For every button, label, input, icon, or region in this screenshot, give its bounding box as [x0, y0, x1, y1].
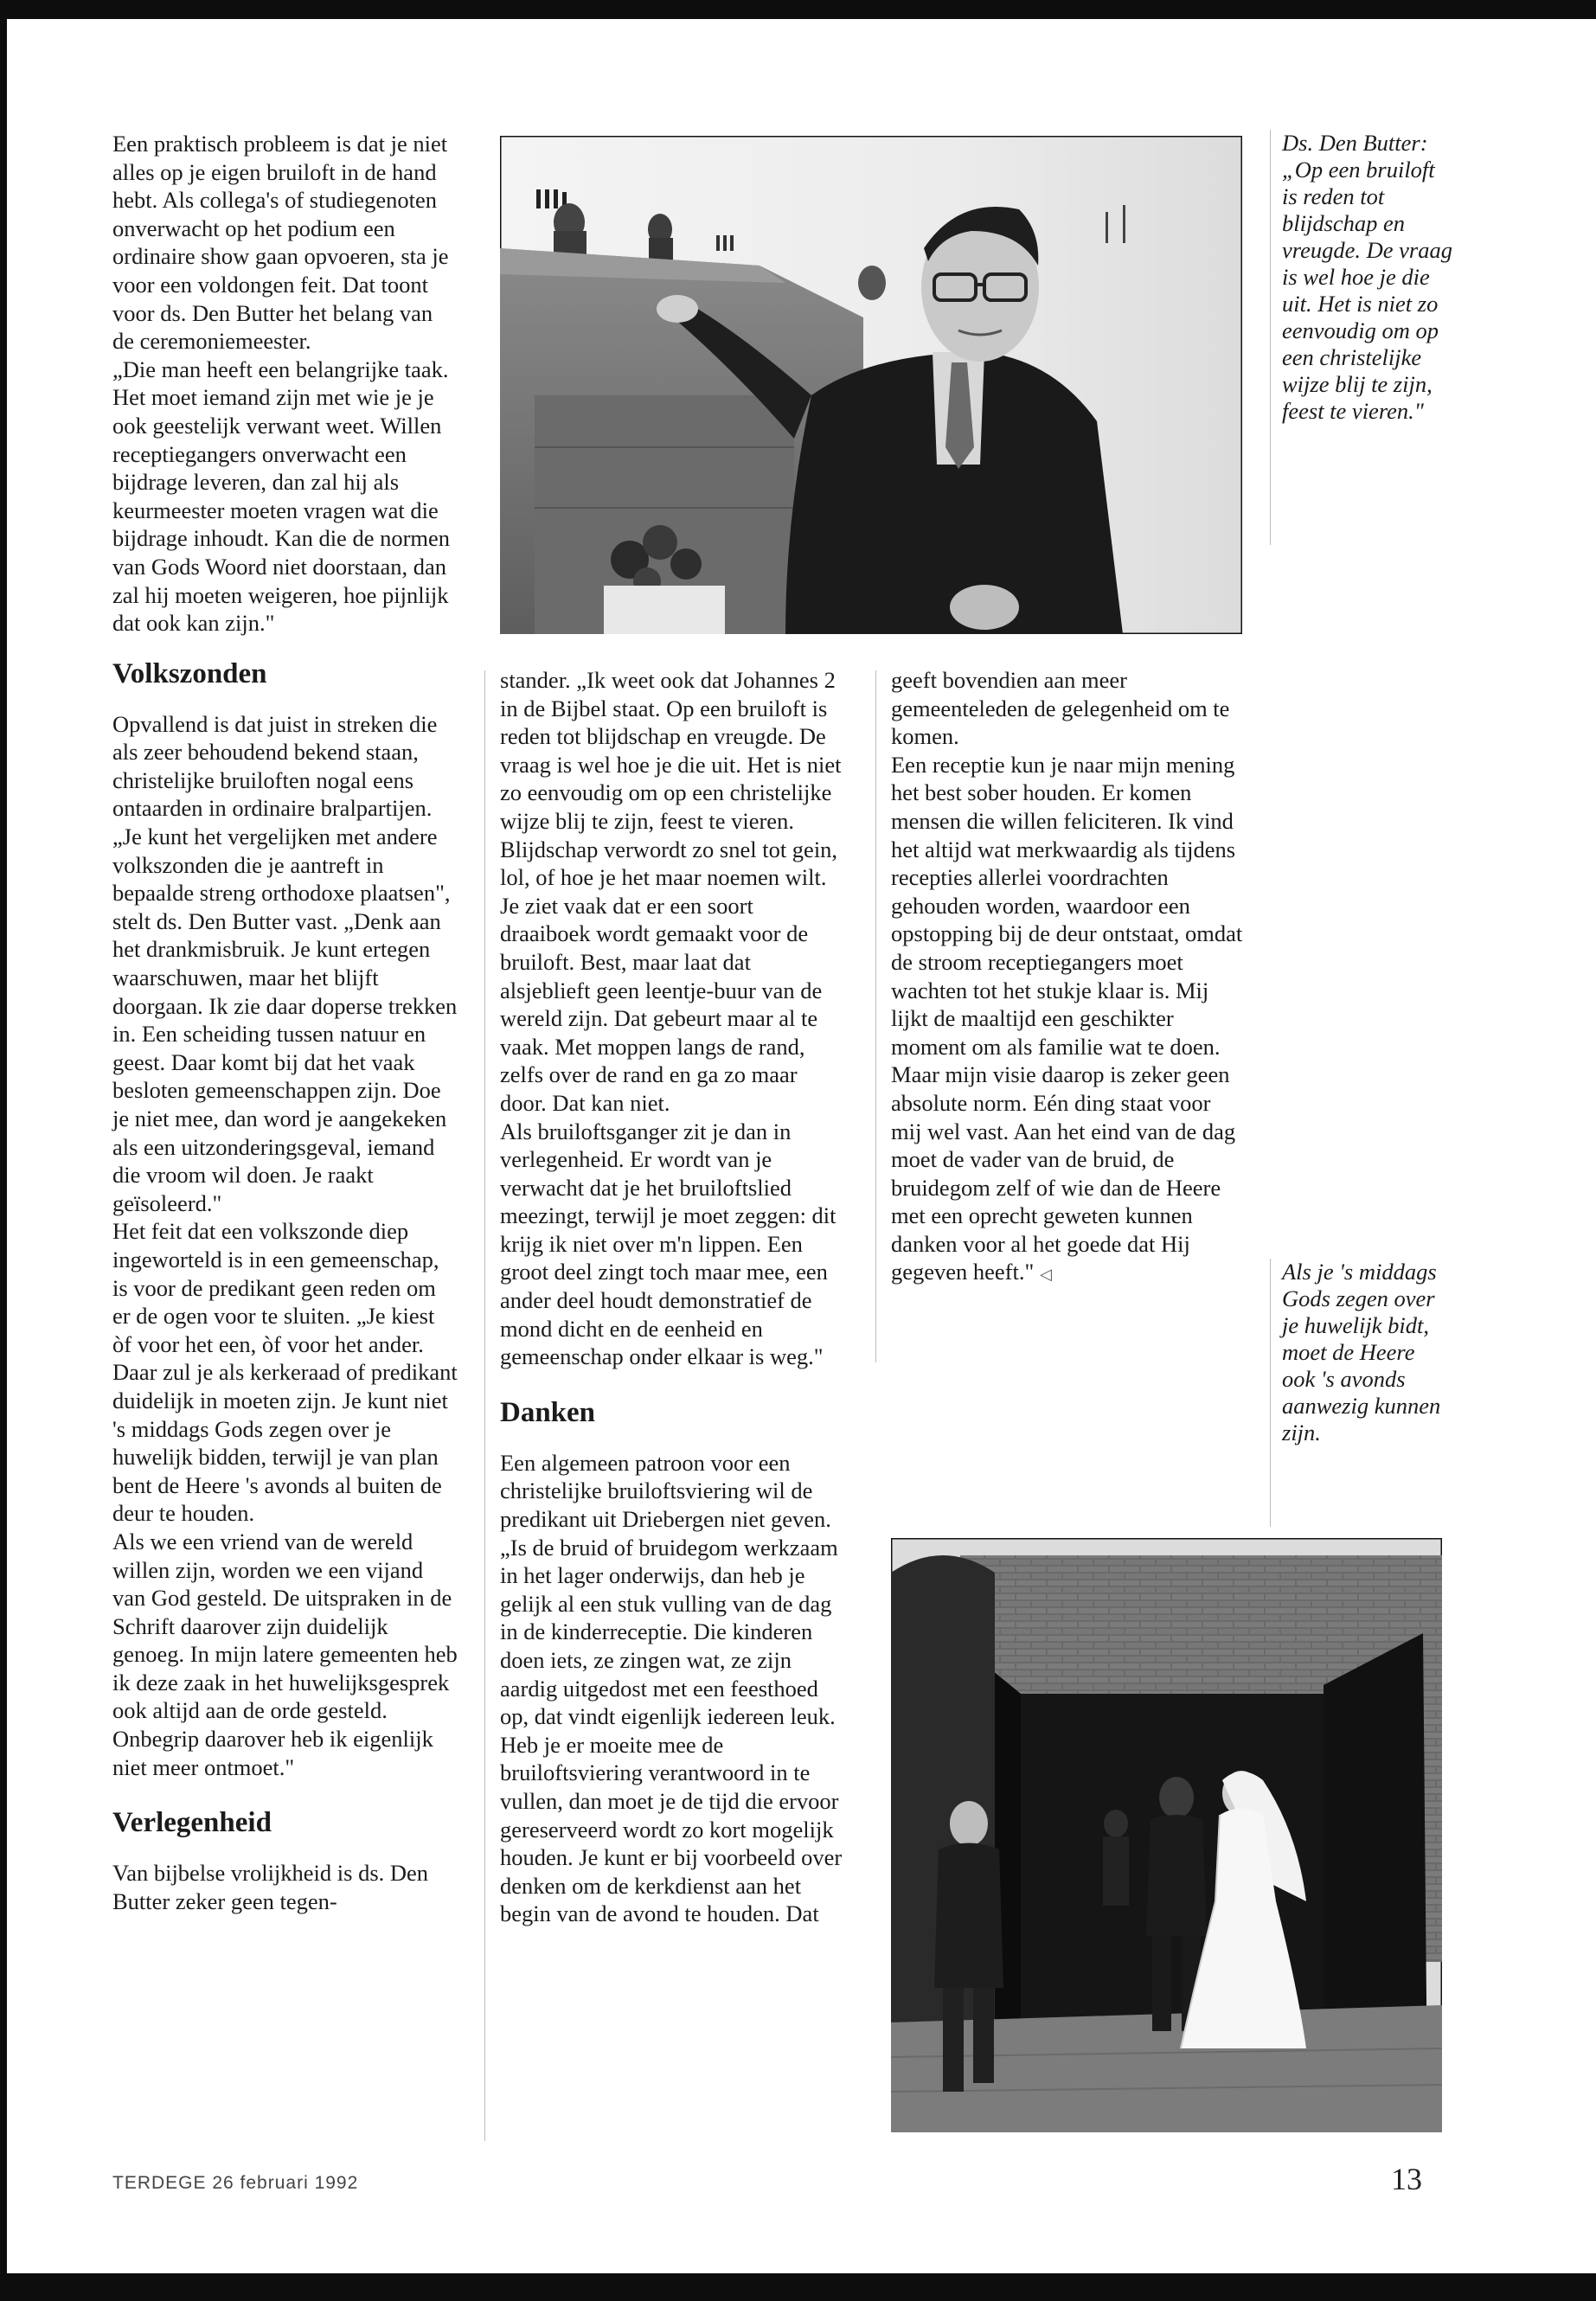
col1-intro-paragraph: Een praktisch probleem is dat je niet alles op je eigen bruiloft in de hand hebt. Als collega's of studiegenoten onverwacht op het podium een ordinaire show gaan opvoeren, sta je voor een voldongen feit. Dat toont voor ds. Den Butter het belang van de ceremoniemeester.	[112, 131, 449, 355]
col1-paragraph-2: Het feit dat een volkszonde diep ingeworteld is in een gemeenschap, is voor de predikant geen reden om er de ogen voor te sluiten. „Je kiest òf voor het een, òf voor het ander. Daar zul je als kerkeraad of predikant duidelijk in moeten zijn. Je kunt niet 's middags Gods zegen over je huwelijk bidden, terwijl je van plan bent de Heere 's avonds al buiten de deur te houden.	[112, 1218, 458, 1527]
column-rule-1	[484, 670, 485, 2141]
portrait-caption: Ds. Den Butter: „Op een bruiloft is reden tot blijdschap en vreugde. De vraag is wel hoe je die uit. Het is niet zo eenvoudig om op een christelijke wijze blij te zijn, feest te vieren."	[1282, 130, 1452, 424]
col3-paragraph-2	[891, 751, 1246, 1289]
heading-volkszonden: Volkszonden	[112, 657, 267, 689]
scan-left-border	[0, 0, 7, 2301]
portrait-photo-illustration	[500, 136, 1242, 634]
col2-paragraph-4: Een algemeen patroon voor een christelijke bruiloftsviering wil de predikant uit Driebergen niet geven. „Is de bruid of bruidegom werkzaam in het lager onderwijs, dan heb je gelijk al een stuk vulling van de dag in de kinderreceptie. Die kinderen doen iets, ze zingen wat, ze zijn aardig uitgedost met een feesthoed op, dat vindt eigenlijk iedereen leuk.	[500, 1449, 838, 1730]
article-column-1	[112, 130, 458, 1915]
portrait-photo	[500, 136, 1242, 634]
scan-bottom-border	[0, 2273, 1596, 2301]
caption-rule-top	[1270, 130, 1271, 545]
col2-paragraph-2: Je ziet vaak dat er een soort draaiboek wordt gemaakt voor de bruiloft. Best, maar laat dat alsjeblieft geen leentje-buur van de wereld zijn. Dat gebeurt maar al te vaak. Met moppen langs de rand, zelfs over de rand en ga zo maar door. Dat kan niet.	[500, 892, 823, 1116]
heading-verlegenheid: Verlegenheid	[112, 1807, 272, 1839]
col3-paragraph-2-text: Een receptie kun je naar mijn mening het best sober houden. Er komen mensen die willen feliciteren. Ik vind het altijd wat merkwaardig als tijdens recepties allerlei voordrachten gehouden worden, waardoor een opstopping bij de deur ontstaat, omdat de stroom receptiegangers moet wachten tot het stukje klaar is. Mij lijkt de maaltijd een geschikter moment om als familie wat te doen. Maar mijn visie daarop is zeker geen absolute norm. Eén ding staat voor mij wel vast. Aan het eind van de dag moet de vader van de bruid, de bruidegom zelf of wie dan de Heere met een oprecht geweten kunnen danken voor al het goede dat Hij gegeven heeft."	[891, 751, 1243, 1285]
wedding-photo-illustration	[891, 1538, 1442, 2132]
article-column-3	[891, 666, 1246, 1289]
article-column-2	[500, 666, 846, 1928]
page-number: 13	[1391, 2162, 1422, 2196]
col1-paragraph-1: Opvallend is dat juist in streken die als zeer behoudend bekend staan, christelijke bruiloften nogal eens ontaarden in ordinaire bralpartijen. „Je kunt het vergelijken met andere volkszonden die je aantreft in bepaalde streng orthodoxe plaatsen", stelt ds. Den Butter vast. „Denk aan het drankmisbruik. Je kunt ertegen waarschuwen, maar het blijft doorgaan. Ik zie daar doperse trekken in. Een scheiding tussen natuur en geest. Daar komt bij dat het vaak besloten gemeenschappen zijn. Doe je niet mee, dan word je aangekeken als een uitzonderingsgeval, iemand die vroom wil doen. Je raakt geïsoleerd."	[112, 710, 458, 1216]
heading-danken: Danken	[500, 1396, 596, 1428]
caption-rule-bottom	[1270, 1259, 1271, 1527]
wedding-church-photo	[891, 1538, 1442, 2132]
col3-paragraph-1: geeft bovendien aan meer gemeenteleden de gelegenheid om te komen.	[891, 667, 1230, 750]
wedding-caption: Als je 's middags Gods zegen over je huwelijk bidt, moet de Heere ook 's avonds aanwezig kunnen zijn.	[1282, 1259, 1441, 1445]
col1-intro-paragraph-2: „Die man heeft een belangrijke taak. Het moet iemand zijn met wie je je ook geestelijk verwant weet. Willen receptiegangers onverwacht een bijdrage leveren, dan zal hij als keurmeester moeten vragen wat die bijdrage inhoudt. Kan die de normen van Gods Woord niet doorstaan, dan zal hij moeten weigeren, hoe pijnlijk dat ook kan zijn."	[112, 356, 451, 637]
col2-paragraph-5: Heb je er moeite mee de bruiloftsviering verantwoord in te vullen, dan moet je de tijd die ervoor gereserveerd wordt zo kort mogelijk houden. Je kunt er bij voorbeeld over denken om de kerkdienst aan het begin van de avond te houden. Dat	[500, 1731, 843, 1927]
col1-paragraph-3: Als we een vriend van de wereld willen zijn, worden we een vijand van God gesteld. De uitspraken in de Schrift daarover zijn duidelijk genoeg. In mijn latere gemeenten heb ik deze zaak in het huwelijksgesprek ook altijd aan de orde gesteld. Onbegrip daarover heb ik eigenlijk niet meer ontmoet."	[112, 1528, 458, 1780]
column-rule-2	[875, 670, 876, 1362]
article-end-mark-icon: ◁	[1039, 1266, 1052, 1284]
col2-paragraph-3: Als bruiloftsganger zit je dan in verlegenheid. Er wordt van je verwacht dat je het bruiloftslied meezingt, terwijl je moet zeggen: dit krijg ik niet over m'n lippen. Een groot deel zingt toch maar mee, een ander deel houdt demonstratief de mond dicht en de eenheid en gemeenschap onder elkaar is weg."	[500, 1118, 836, 1370]
publication-footer: TERDEGE 26 februari 1992	[112, 2173, 359, 2193]
scan-top-border	[0, 0, 1596, 19]
col2-paragraph-1: stander. „Ik weet ook dat Johannes 2 in de Bijbel staat. Op een bruiloft is reden tot blijdschap en vreugde. De vraag is wel hoe je die uit. Het is niet zo eenvoudig om op een christelijke wijze blij te zijn, feest te vieren. Blijdschap verwordt zo snel tot gein, lol, of hoe je het maar noemen wilt.	[500, 667, 842, 891]
col1-paragraph-4: Van bijbelse vrolijkheid is ds. Den Butter zeker geen tegen-	[112, 1860, 429, 1914]
